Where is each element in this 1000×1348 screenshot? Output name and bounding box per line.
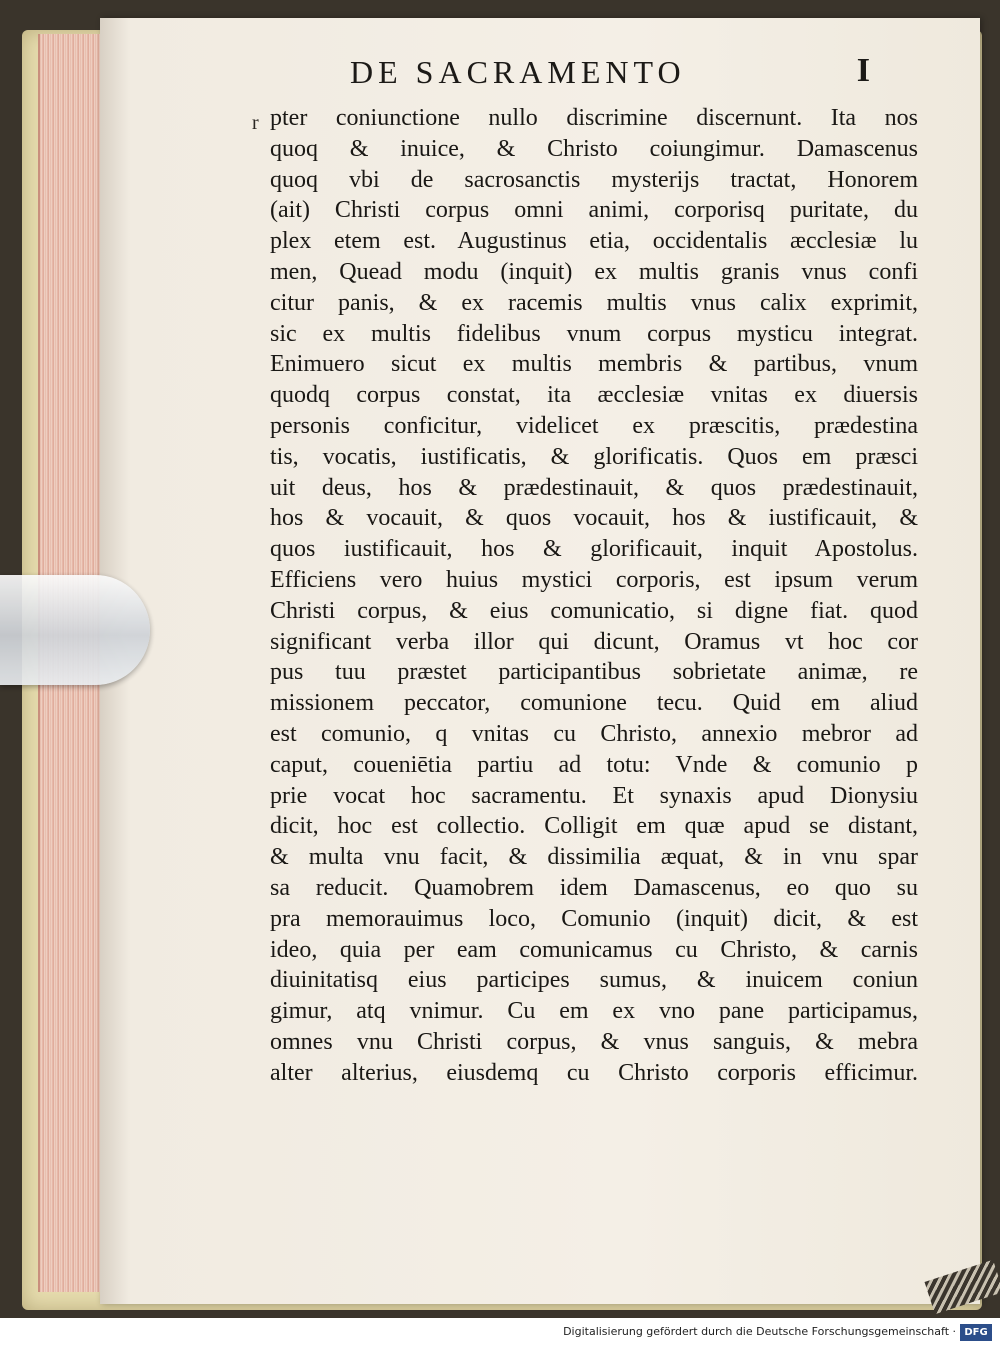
text-line: tis, vocatis, iustificatis, & glorificatis. Quos em præsci — [270, 443, 918, 470]
text-line: uit deus, hos & prædestinauit, & quos prædestinauit, — [270, 474, 918, 501]
text-line: diuinitatisq eius participes sumus, & inuicem coniun — [270, 967, 918, 994]
text-line: caput, coueniētia partiu ad totu: Vnde & comunio p — [270, 751, 918, 778]
folio-number: I — [856, 52, 870, 89]
text-line: pus tuu præstet participantibus sobrietate animæ, re — [270, 659, 918, 686]
text-line: significant verba illor qui dicunt, Oramus vt hoc cor — [270, 628, 918, 655]
text-line: Christi corpus, & eius comunicatio, si digne fiat. quod — [270, 597, 918, 624]
text-line: pra memorauimus loco, Comunio (inquit) dicit, & est — [270, 905, 918, 932]
running-header — [350, 54, 910, 94]
text-line: alter alterius, eiusdemq cu Christo corporis efficimur. — [270, 1059, 918, 1086]
text-line: missionem peccator, comunione tecu. Quid em aliud — [270, 690, 918, 717]
text-line: Efficiens vero huius mystici corporis, est ipsum verum — [270, 566, 918, 593]
text-line: men, Quead modu (inquit) ex multis granis vnus confi — [270, 258, 918, 285]
footer-bar — [0, 1318, 1000, 1348]
dfg-logo: DFG — [960, 1324, 992, 1341]
text-line: personis conficitur, videlicet ex præscitis, prædestina — [270, 412, 918, 439]
text-line: (ait) Christi corpus omni animi, corporisq puritate, du — [270, 197, 918, 224]
text-line: sic ex multis fidelibus vnum corpus mysticu integrat. — [270, 320, 918, 347]
text-line: quoq & inuice, & Christo coiungimur. Damascenus — [270, 135, 918, 162]
text-line: quoq vbi de sacrosanctis mysterijs tractat, Honorem — [270, 166, 918, 193]
text-line: & multa vnu facit, & dissimilia æquat, & in vnu spar — [270, 844, 918, 871]
text-line: hos & vocauit, & quos vocauit, hos & iustificauit, & — [270, 505, 918, 532]
text-block — [270, 103, 918, 1089]
page-clip-tab — [0, 575, 150, 685]
text-line: plex etem est. Augustinus etia, occidentalis æcclesiæ lu — [270, 228, 918, 255]
margin-mark: r — [252, 112, 259, 134]
text-line: citur panis, & ex racemis multis vnus calix exprimit, — [270, 289, 918, 316]
text-line: sa reducit. Quamobrem idem Damascenus, eo quo su — [270, 874, 918, 901]
text-line: omnes vnu Christi corpus, & vnus sanguis, & mebra — [270, 1028, 918, 1055]
running-title: DE SACRAMENTO — [350, 54, 686, 90]
text-line: quos iustificauit, hos & glorificauit, inquit Apostolus. — [270, 536, 918, 563]
text-line: gimur, atq vnimur. Cu em ex vno pane participamus, — [270, 998, 918, 1025]
text-line: prie vocat hoc sacramentu. Et synaxis apud Dionysiu — [270, 782, 918, 809]
text-line: ideo, quia per eam comunicamus cu Christo, & carnis — [270, 936, 918, 963]
text-line: est comunio, q vnitas cu Christo, annexio mebror ad — [270, 720, 918, 747]
text-line: pter coniunctione nullo discrimine discernunt. Ita nos — [270, 105, 918, 131]
funding-credit: Digitalisierung gefördert durch die Deutsche Forschungsgemeinschaft · — [563, 1325, 956, 1338]
text-line: quodq corpus constat, ita æcclesiæ vnitas ex diuersis — [270, 382, 918, 409]
text-line: dicit, hoc est collectio. Colligit em quæ apud se distant, — [270, 813, 918, 840]
text-line: Enimuero sicut ex multis membris & partibus, vnum — [270, 351, 918, 378]
